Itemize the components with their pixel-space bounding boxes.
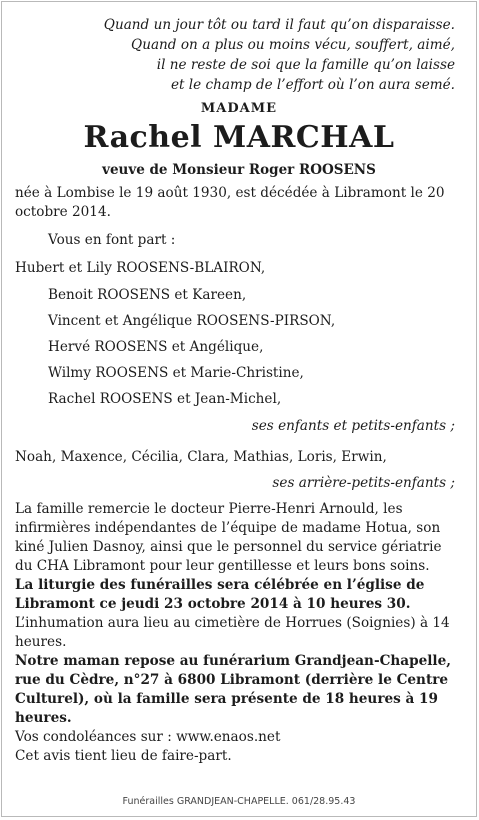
poem [104,15,455,95]
family-line: Hubert et Lily ROOSENS-BLAIRON, [15,260,266,276]
burial-paragraph: L’inhumation aura lieu au cimetière de Horrues (Soignies) à 14 heures. [15,615,450,650]
great-grandchildren-line: Noah, Maxence, Cécilia, Clara, Mathias, Loris, Erwin, [15,449,387,465]
condolences-line: Vos condoléances sur : www.enaos.net [15,729,281,745]
family-line: Vincent et Angélique ROOSENS-PIRSON, [48,313,336,329]
poem-line: et le champ de l’effort où l’on aura semé. [170,77,455,93]
liturgy-paragraph: La liturgie des funérailles sera célébrée en l’église de Libramont ce jeudi 23 octobre 2014 à 10 heures 30. [15,577,425,612]
rest-paragraph: Notre maman repose au funérarium Grandjean-Chapelle, rue du Cèdre, n°27 à 6800 Libramont (derrière le Centre Culturel), où la famille sera présente de 18 heures à 19 heures. [15,653,451,726]
thanks-paragraph: La famille remercie le docteur Pierre-Henri Arnould, les infirmières indépendantes de l’équipe de madame Hotua, son kiné Julien Dasnoy, ainsi que le personnel du service gériatrie du CHA Libramont pour leur gentillesse et leurs bons soins. [15,501,442,574]
children-label: ses enfants et petits-enfants ; [251,418,455,434]
body-paragraphs [15,500,460,766]
announce-text: Vous en font part : [48,232,176,248]
poem-line: il ne reste de soi que la famille qu’on laisse [156,57,455,73]
family-line: Wilmy ROOSENS et Marie-Christine, [48,365,304,381]
poem-line: Quand on a plus ou moins vécu, souffert, aimé, [131,37,455,53]
family-line: Rachel ROOSENS et Jean-Michel, [48,391,282,407]
birth-death-text: née à Lombise le 19 août 1930, est décédée à Libramont le 20 octobre 2014. [15,185,445,220]
title-madame: MADAME [200,101,278,116]
family-line: Hervé ROOSENS et Angélique, [48,339,264,355]
widow-line: veuve de Monsieur Roger ROOSENS [102,162,376,178]
family-line: Benoit ROOSENS et Kareen, [48,287,247,303]
faire-part-line: Cet avis tient lieu de faire-part. [15,748,232,764]
death-notice [1,1,477,817]
funeral-home-footer: Funérailles GRANDJEAN-CHAPELLE. 061/28.95.43 [122,796,356,807]
deceased-name: Rachel MARCHAL [83,120,395,155]
great-grandchildren-label: ses arrière-petits-enfants ; [272,475,455,491]
poem-line: Quand un jour tôt ou tard il faut qu’on disparaisse. [103,17,455,33]
